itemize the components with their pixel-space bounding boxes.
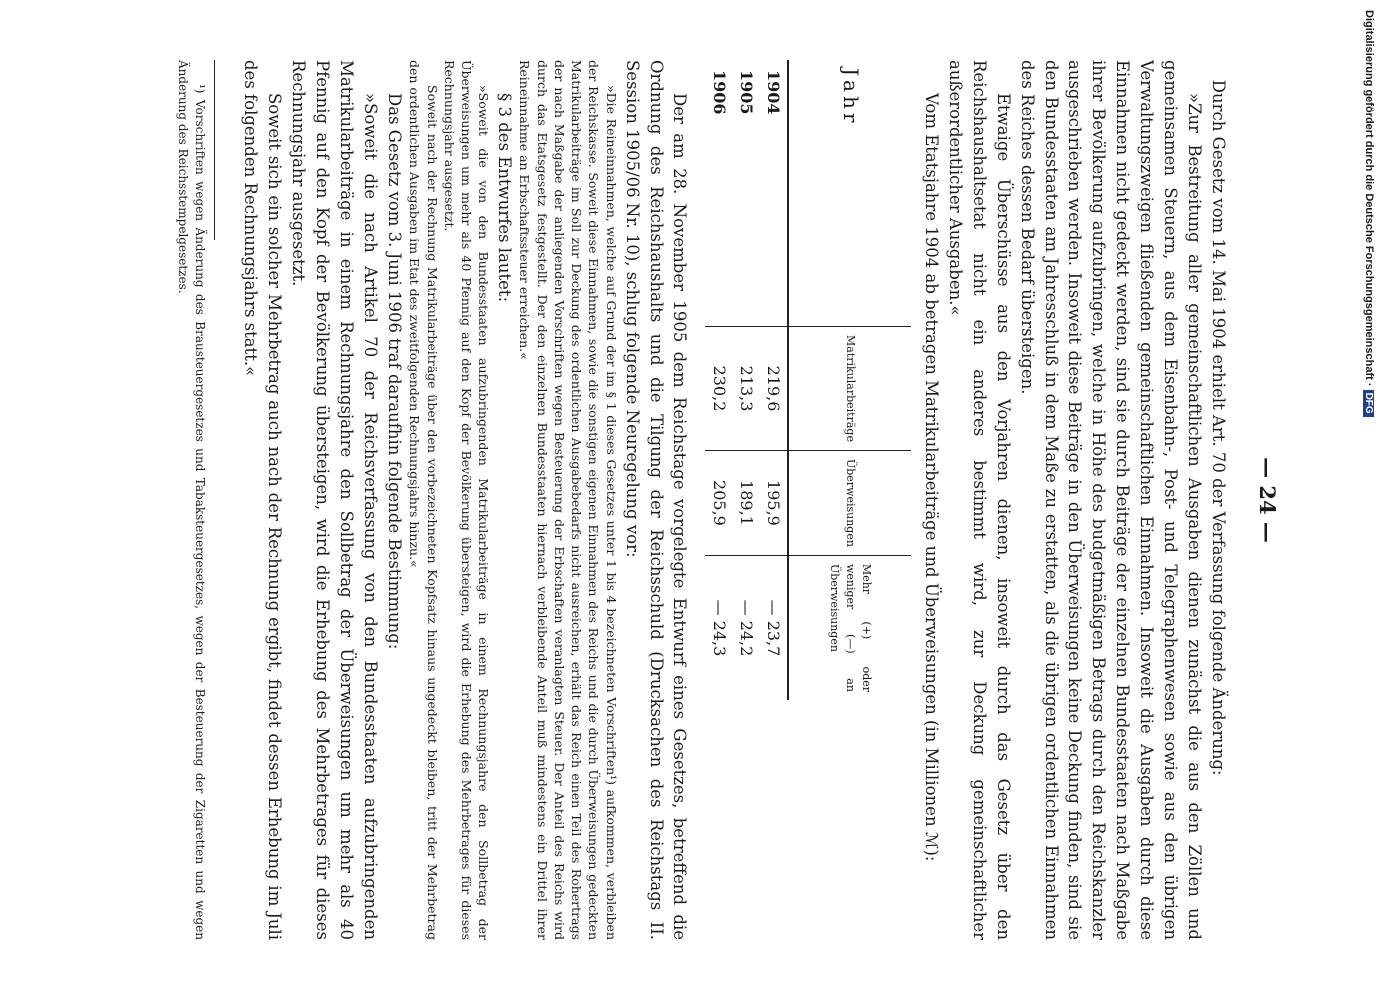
footnote-text: ¹) Vorschriften wegen Änderung des Brausteuergesetzes und Tabaksteuergesetzes, wegen der Besteuerung der Zigaretten und wegen Änderung des Reichsstempelgesetzes. [176,60,207,940]
table-row [760,60,788,700]
paragraph: Soweit sich ein solcher Mehrbetrag auch nach der Rechnung ergibt, findet dessen Erhebung im Juli des folgenden Rechnungsjahrs statt.« [241,60,285,940]
cell-ueberweisungen: 189,1 [733,450,760,555]
quoted-draft [516,60,620,940]
matrikular-table [705,60,911,700]
table-header-row [788,60,911,700]
cell-diff: — 24,2 [733,555,760,700]
digitization-credit [1363,10,1375,420]
paragraph: »Zur Bestreitung aller gemeinschaftlichen Ausgaben dienen zunächst die aus den Zöllen und gemeinsamen Steuern, aus dem Eisenbahn-, Post- und Telegraphenwesen sowie aus den übrigen Verwaltungszweigen fließenden gemeinschaftlichen Einnahmen. Insoweit die Ausgaben durch diese Einnahmen nicht gedeckt werden, sind sie durch Beiträge der einzelnen Bundesstaaten nach Maßgabe ihrer Bevölkerung aufzubringen, welche in Höhe des budgetmäßigen Betrags durch den Reichskanzler ausgeschrieben werden. Insoweit diese Beiträge in den Überweisungen keine Deckung finden, sind sie den Bundesstaaten am Jahresschluß in dem Maße zu erstatten, als die übrigen ordentlichen Einnahmen des Reiches dessen Bedarf übersteigen. [1017,60,1205,940]
footnote-divider [214,60,215,240]
cell-diff: — 23,7 [760,555,788,700]
col-header-diff: Mehr (+) oder weniger (—) an Überweisungen [788,555,911,700]
col-header-matrikular: Matrikularbeiträge [788,327,911,451]
cell-diff: — 24,3 [705,555,732,700]
dfg-logo: DFG [1363,390,1374,417]
page-number: — 24 — [1255,457,1280,543]
cell-ueberweisungen: 195,9 [760,450,788,555]
quote-paragraph: »Die Reineinnahmen, welche auf Grund der im § 1 dieses Gesetzes unter 1 bis 4 bezeichneten Vorschriften¹) aufkommen, verbleiben der Reichskasse. Soweit diese Einnahmen, sowie die sonstigen eigenen Einnahmen des Reichs und die durch Überweisungen gedeckten Matrikularbeiträge im Soll zur Deckung des ordentlichen Ausgabebedarfs nicht ausreichen, erhält das Reich einen Teil des Rohertrags der nach Maßgabe der anliegenden Vorschriften wegen Besteuerung der Erbschaften veranlagten Steuer. Der Anteil des Reichs wird durch das Etatsgesetz festgestellt. Der den einzelnen Bundesstaaten hiernach verbleibende Anteil muß mindestens ein Drittel ihrer Reineinnahme an Erbschaftssteuer erreichen.« [517,60,619,940]
paragraph: Das Gesetz vom 3. Juni 1906 traf daraufhin folgende Bestimmung: [385,93,405,650]
paragraph: § 3 des Entwurfes lautet: [495,93,515,303]
paragraph: Etwaige Überschüsse aus den Vorjahren dienen, insoweit durch das Gesetz über den Reichshaushaltsetat nicht ein anderes bestimmt wird, zur Deckung gemeinschaftlicher außerordentlicher Ausgaben.« [945,60,1013,940]
quoted-section [406,60,492,940]
quote-paragraph: »Soweit die von den Bundesstaaten aufzubringenden Matrikularbeiträge in einem Rechnungsjahre den Sollbetrag der Überweisungen um mehr als 40 Pfennig auf den Kopf der Bevölkerung übersteigen, wird die Erhebung des Mehrbetrages für dieses Rechnungsjahr ausgesetzt. [441,60,492,940]
document-page [176,60,1280,940]
col-header-ueberweisungen: Überweisungen [788,450,911,555]
paragraph: Vom Etatsjahre 1904 ab betragen Matrikularbeiträge und Überweisungen (in Millionen ℳ): [921,93,941,862]
table-row [705,60,732,700]
paragraph: Durch Gesetz vom 14. Mai 1904 erhielt Art. 70 der Verfassung folgende Änderung: [1209,79,1228,776]
credit-text: Digitalisierung gefördert durch die Deutsche Forschungsgemeinschaft · [1363,10,1375,387]
cell-matrikular: 219,6 [760,327,788,451]
cell-year: 1904 [764,70,784,115]
cell-ueberweisungen: 205,9 [705,450,732,555]
page-body [175,60,1230,940]
col-header-year: Jahr [788,60,911,327]
cell-matrikular: 213,3 [733,327,760,451]
cell-year: 1906 [709,70,729,115]
cell-matrikular: 230,2 [705,327,732,451]
footnote [175,60,207,940]
quote-paragraph: Soweit nach der Rechnung Matrikularbeiträge über den vorbezeichneten Kopfsatz hinaus ungedeckt bleiben, tritt der Mehrbetrag den ordentlichen Ausgaben im Etat des zweitfolgenden Rechnungsjahrs hinzu.« [407,60,440,940]
paragraph: Der am 28. November 1905 dem Reichstage vorgelegte Entwurf eines Gesetzes, betreffend die Ordnung des Reichshaushalts und die Tilgung der Reichsschuld (Drucksachen des Reichstags II. Session 1905/06 Nr. 10), schlug folgende Neuregelung vor: [622,60,690,940]
paragraph: »Soweit die nach Artikel 70 der Reichsverfassung von den Bundesstaaten aufzubringenden Matrikularbeiträge in einem Rechnungsjahre den Sollbetrag der Überweisungen um mehr als 40 Pfennig auf den Kopf der Bevölkerung übersteigen, wird die Erhebung des Mehrbetrages für dieses Rechnungsjahr ausgesetzt. [289,60,381,940]
table-row [733,60,760,700]
cell-year: 1905 [736,70,756,115]
